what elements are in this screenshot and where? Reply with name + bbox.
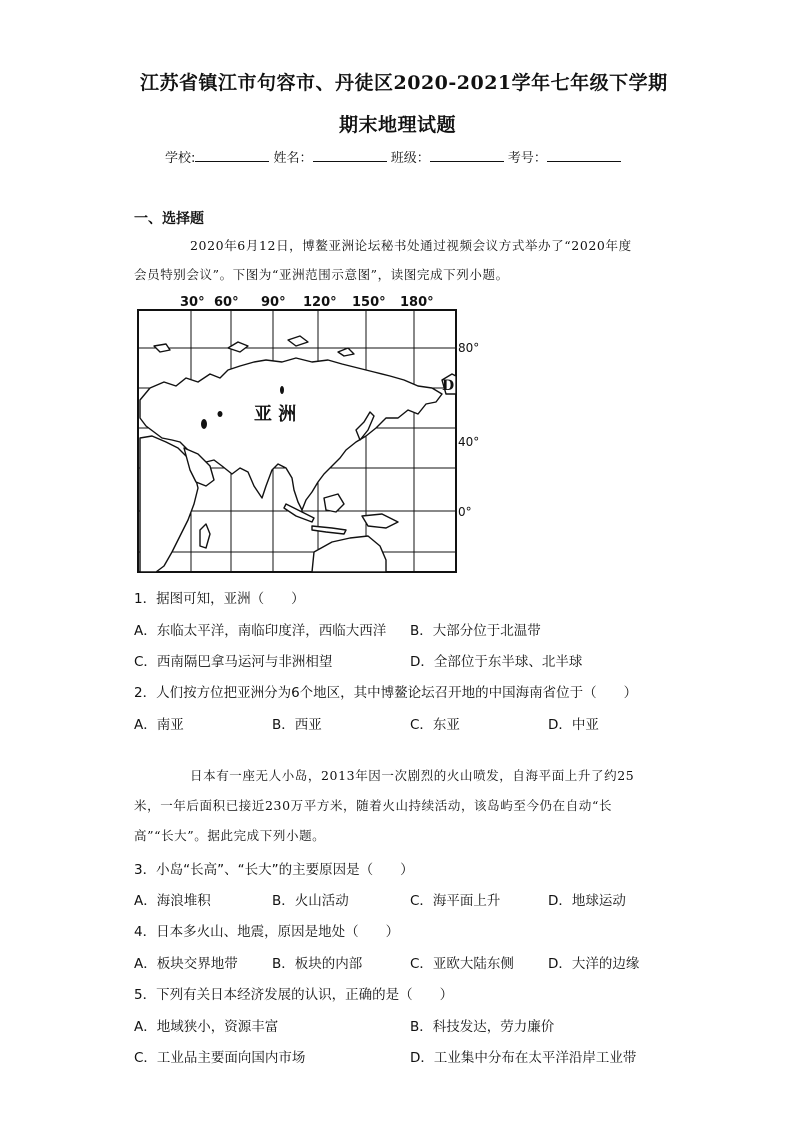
q2-stem: 2．人们按方位把亚洲分为6个地区，其中博鳌论坛召开地的中国海南省位于（ ）: [134, 685, 638, 701]
page-title-line2: 期末地理试题: [339, 114, 457, 136]
q3-option-b[interactable]: B．火山活动: [272, 893, 349, 909]
lon-label-60: 60°: [214, 295, 239, 310]
q4-stem: 4．日本多火山、地震，原因是地处（ ）: [134, 924, 400, 940]
student-info-row: [165, 147, 621, 166]
school-blank: [195, 149, 269, 162]
group2-intro-line3: 高”“长大”。据此完成下列小题。: [134, 828, 326, 843]
school-label: 学校:: [165, 151, 196, 166]
exam-number-label: 考号：: [507, 151, 547, 166]
section-heading: 一、选择题: [134, 211, 204, 227]
lat-label-40: 40°: [458, 435, 480, 449]
q3-option-d[interactable]: D．地球运动: [548, 893, 626, 909]
marker-d-label: D: [442, 378, 455, 394]
q1-option-a[interactable]: A．东临太平洋，南临印度洋，西临大西洋: [134, 623, 387, 639]
landmass-outlines: [140, 336, 456, 572]
q4-option-b[interactable]: B．板块的内部: [272, 956, 363, 972]
borneo-outline: [324, 494, 344, 512]
name-blank: [313, 149, 387, 162]
q1-option-d[interactable]: D．全部位于东半球、北半球: [410, 654, 583, 670]
lat-label-80: 80°: [458, 341, 480, 355]
q5-option-c[interactable]: C．工业品主要面向国内市场: [134, 1050, 306, 1066]
q4-option-a[interactable]: A．板块交界地带: [134, 956, 238, 972]
new-guinea-outline: [362, 514, 398, 528]
asia-region-label: 亚 洲: [254, 404, 297, 425]
arctic-island-3: [288, 336, 308, 346]
class-blank: [430, 149, 504, 162]
arctic-island-4: [338, 348, 354, 356]
q1-stem: 1．据图可知，亚洲（ ）: [134, 591, 305, 607]
q3-option-c[interactable]: C．海平面上升: [410, 893, 501, 909]
group2-intro-line2: 米，一年后面积已接近230万平方米，随着火山持续活动，该岛屿至今仍在自动“长: [134, 798, 613, 813]
arctic-island-1: [154, 344, 170, 352]
lon-label-150: 150°: [352, 295, 386, 310]
q5-option-a[interactable]: A．地域狭小，资源丰富: [134, 1019, 279, 1035]
asia-range-map: [136, 290, 496, 580]
group1-intro-line1: 2020年6月12日，博鳌亚洲论坛秘书处通过视频会议方式举办了“2020年度: [190, 238, 632, 253]
q5-option-d[interactable]: D．工业集中分布在太平洋沿岸工业带: [410, 1050, 637, 1066]
australia-outline: [312, 536, 386, 572]
exam-number-blank: [547, 149, 621, 162]
q5-option-b[interactable]: B．科技发达，劳力廉价: [410, 1019, 555, 1035]
q4-option-c[interactable]: C．亚欧大陆东侧: [410, 956, 514, 972]
name-label: 姓名：: [273, 151, 313, 166]
q2-option-b[interactable]: B．西亚: [272, 717, 322, 733]
madagascar-outline: [200, 524, 210, 548]
lon-label-30: 30°: [180, 295, 205, 310]
lon-label-180: 180°: [400, 295, 434, 310]
java-outline: [312, 526, 346, 534]
q5-stem: 5．下列有关日本经济发展的认识，正确的是（ ）: [134, 987, 454, 1003]
sumatra-outline: [284, 504, 314, 522]
q2-option-c[interactable]: C．东亚: [410, 717, 460, 733]
lat-label-0: 0°: [458, 505, 472, 519]
q2-option-a[interactable]: A．南亚: [134, 717, 184, 733]
q2-option-d[interactable]: D．中亚: [548, 717, 599, 733]
lon-label-90: 90°: [261, 295, 286, 310]
page-title-line1: 江苏省镇江市句容市、丹徒区2020-2021学年七年级下学期: [140, 72, 668, 94]
q3-option-a[interactable]: A．海浪堆积: [134, 893, 211, 909]
group1-intro-line2: 会员特别会议”。下图为“亚洲范围示意图”，读图完成下列小题。: [134, 267, 509, 282]
q3-stem: 3．小岛“长高”、“长大”的主要原因是（ ）: [134, 862, 414, 878]
q1-option-b[interactable]: B．大部分位于北温带: [410, 623, 541, 639]
class-label: 班级：: [390, 151, 430, 166]
q4-option-d[interactable]: D．大洋的边缘: [548, 956, 640, 972]
lon-label-120: 120°: [303, 295, 337, 310]
q1-option-c[interactable]: C．西南隔巴拿马运河与非洲相望: [134, 654, 333, 670]
group2-intro-line1: 日本有一座无人小岛，2013年因一次剧烈的火山喷发，自海平面上升了约25: [190, 768, 635, 783]
